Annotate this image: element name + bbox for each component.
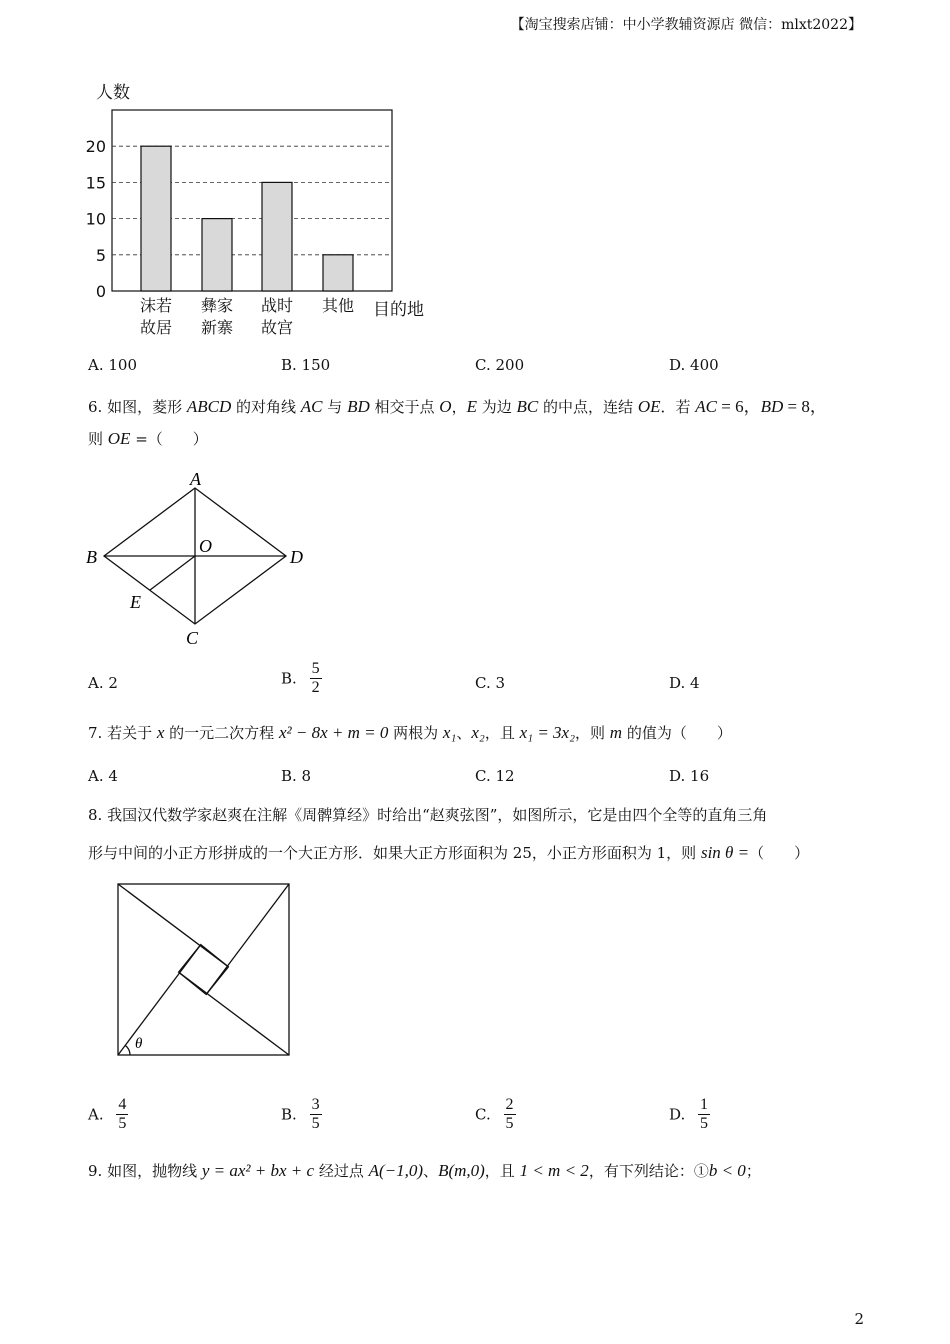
outer-square [118, 884, 289, 1055]
q6-stem-line2: 则 OE =（ ） [88, 429, 208, 448]
zhao-shuang-figure [108, 874, 302, 1068]
q6-option-a[interactable]: A. 2 [88, 674, 118, 692]
y-tick-label: 0 [95, 282, 106, 301]
bar [262, 182, 292, 291]
inner-square [179, 945, 229, 995]
hypotenuse-left [118, 945, 201, 1055]
hypotenuse-right [206, 884, 289, 994]
q8-stem-line1: 8. 我国汉代数学家赵爽在注解《周髀算经》时给出“赵爽弦图”，如图所示，它是由四个全等的直角三角 [88, 806, 768, 824]
x-tick-label: 彝家 [200, 296, 234, 315]
x-tick-label: 新寨 [200, 318, 234, 337]
theta-arc [125, 1045, 130, 1055]
rhombus-figure [80, 466, 320, 650]
page-number: 2 [854, 1310, 864, 1328]
q6-option-d[interactable]: D. 4 [669, 674, 700, 692]
q8-option-b[interactable]: B. $\frac{3}{5}$ [281, 1096, 320, 1132]
y-tick-label: 5 [95, 245, 106, 265]
q7-stem: 7. 若关于 x 的一元二次方程 x² − 8x + m = 0 两根为 x₁、x₂，且 x₁ = 3x₂，则 m 的值为（ ） [88, 723, 732, 742]
q8-option-d[interactable]: D. $\frac{1}{5}$ [669, 1096, 709, 1132]
q8-option-c[interactable]: C. $\frac{2}{5}$ [475, 1096, 514, 1132]
label-c: C [186, 628, 199, 648]
x-axis-label: 目的地 [373, 300, 424, 320]
bar-chart [80, 78, 440, 340]
y-tick-label: 10 [85, 209, 106, 229]
bar [323, 255, 353, 291]
q6-option-c[interactable]: C. 3 [475, 674, 506, 692]
q5-option-a[interactable]: A. 100 [88, 356, 137, 374]
q5-option-c[interactable]: C. 200 [475, 356, 525, 374]
label-a: A [190, 469, 201, 489]
x-tick-label: 战时 [260, 296, 294, 315]
q8-stem-line2: 形与中间的小正方形拼成的一个大正方形．如果大正方形面积为 25，小正方形面积为 1，则 sin θ =（ ） [88, 843, 810, 862]
hypotenuse-bottom [179, 972, 289, 1055]
label-e: E [130, 592, 141, 612]
y-tick-label: 15 [85, 173, 106, 193]
hypotenuse-top [118, 884, 228, 967]
q6-stem-line1: 6. 如图，菱形 ABCD 的对角线 AC 与 BD 相交于点 O，E 为边 BC 的中点，连结 OE．若 AC = 6，BD = 8， [88, 397, 827, 416]
x-tick-label: 故居 [139, 318, 173, 337]
q7-option-b[interactable]: B. 8 [281, 767, 312, 785]
label-d: D [290, 547, 303, 567]
bar [141, 146, 171, 291]
q8-option-a[interactable]: A. $\frac{4}{5}$ [88, 1096, 127, 1132]
y-axis-label: 人数 [96, 83, 130, 103]
label-b: B [86, 547, 97, 567]
y-tick-label: 20 [85, 137, 106, 157]
q6-option-b[interactable]: B. $\frac{5}{2}$ [281, 660, 320, 696]
x-tick-label: 故宫 [260, 318, 294, 337]
theta-label: θ [135, 1036, 143, 1052]
bar [202, 219, 232, 291]
q7-option-d[interactable]: D. 16 [669, 767, 710, 785]
q9-stem: 9. 如图，抛物线 y = ax² + bx + c 经过点 A(−1,0)、B(m,0)，且 1 < m < 2，有下列结论：①b < 0； [88, 1161, 761, 1180]
page-header: 【淘宝搜索店铺：中小学教辅资源店 微信：mlxt2022】 [510, 17, 862, 33]
q5-option-d[interactable]: D. 400 [669, 356, 719, 374]
q7-option-a[interactable]: A. 4 [88, 767, 118, 785]
label-o: O [199, 536, 212, 556]
x-tick-label: 其他 [321, 296, 355, 315]
q5-option-b[interactable]: B. 150 [281, 356, 331, 374]
x-tick-label: 沫若 [139, 296, 173, 315]
q7-option-c[interactable]: C. 12 [475, 767, 515, 785]
segment-oe [150, 556, 195, 590]
